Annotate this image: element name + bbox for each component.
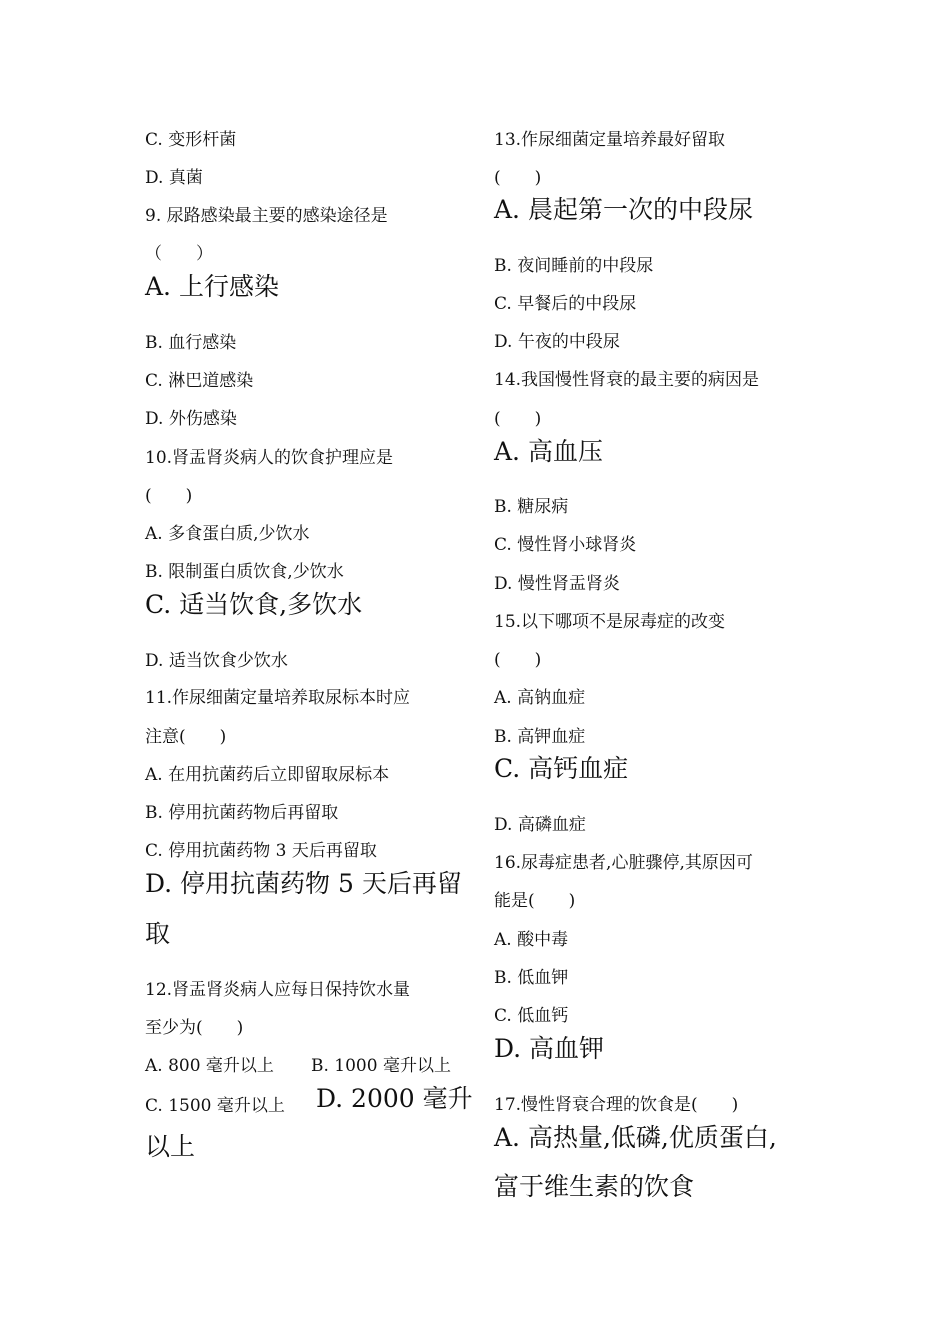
left-column-line: A. 上行感染	[145, 272, 279, 301]
right-column-line: 17.慢性肾衰合理的饮食是( )	[494, 1095, 739, 1115]
right-column-line: 14.我国慢性肾衰的最主要的病因是	[494, 370, 760, 390]
right-column-line: D. 高磷血症	[494, 815, 586, 835]
q12-option-c: C. 1500 毫升以上	[145, 1096, 285, 1116]
left-column-line: B. 血行感染	[145, 333, 237, 353]
left-column-line: D. 停用抗菌药物 5 天后再留	[145, 869, 462, 898]
right-column-line: C. 高钙血症	[494, 754, 629, 783]
right-column-line: A. 高热量,低磷,优质蛋白,	[494, 1123, 777, 1152]
right-column-line: D. 高血钾	[494, 1034, 605, 1063]
left-column-line: C. 淋巴道感染	[145, 371, 254, 391]
right-column-line: ( )	[494, 650, 542, 670]
right-column-line: C. 低血钙	[494, 1006, 569, 1026]
q12-option-d: D. 2000 毫升	[316, 1084, 473, 1113]
left-column-line: C. 变形杆菌	[145, 130, 237, 150]
q12-option-a: A. 800 毫升以上	[145, 1056, 274, 1076]
q12-option-b: B. 1000 毫升以上	[311, 1056, 451, 1076]
right-column-line: D. 慢性肾盂肾炎	[494, 574, 620, 594]
left-column-line: B. 限制蛋白质饮食,少饮水	[145, 562, 344, 582]
right-column-line: B. 糖尿病	[494, 497, 569, 517]
left-column-line: C. 停用抗菌药物 3 天后再留取	[145, 841, 377, 861]
right-column-line: 能是( )	[494, 891, 576, 911]
right-column-line: A. 高血压	[494, 437, 603, 466]
left-column-line: C. 适当饮食,多饮水	[145, 590, 363, 619]
right-column-line: 16.尿毒症患者,心脏骤停,其原因可	[494, 853, 753, 873]
right-column-line: ( )	[494, 168, 542, 188]
right-column-line: B. 低血钾	[494, 968, 569, 988]
right-column-line: C. 慢性肾小球肾炎	[494, 535, 637, 555]
right-column-line: D. 午夜的中段尿	[494, 332, 620, 352]
right-column-line: B. 高钾血症	[494, 727, 586, 747]
left-column-line: 11.作尿细菌定量培养取尿标本时应	[145, 688, 411, 708]
right-column-line: 富于维生素的饮食	[494, 1172, 695, 1201]
left-column-line: A. 多食蛋白质,少饮水	[145, 524, 310, 544]
right-column-line: A. 酸中毒	[494, 930, 569, 950]
left-column-line: ( )	[145, 486, 193, 506]
left-column-line: 12.肾盂肾炎病人应每日保持饮水量	[145, 980, 411, 1000]
left-column-line: （ ）	[145, 244, 213, 264]
left-column-line: 10.肾盂肾炎病人的饮食护理应是	[145, 448, 394, 468]
left-column-line: 至少为( )	[145, 1018, 244, 1038]
left-column-line: 9. 尿路感染最主要的感染途径是	[145, 206, 388, 226]
right-column-line: C. 早餐后的中段尿	[494, 294, 637, 314]
right-column-line: ( )	[494, 409, 542, 429]
right-column-line: B. 夜间睡前的中段尿	[494, 256, 654, 276]
q12-option-d-continued: 以上	[145, 1132, 196, 1161]
right-column-line: A. 高钠血症	[494, 688, 586, 708]
left-column-line: 取	[145, 919, 171, 948]
left-column-line: A. 在用抗菌药后立即留取尿标本	[145, 765, 390, 785]
left-column-line: B. 停用抗菌药物后再留取	[145, 803, 339, 823]
left-column-line: 注意( )	[145, 727, 227, 747]
right-column-line: A. 晨起第一次的中段尿	[494, 195, 753, 224]
right-column-line: 13.作尿细菌定量培养最好留取	[494, 130, 726, 150]
left-column-line: D. 适当饮食少饮水	[145, 651, 288, 671]
left-column-line: D. 真菌	[145, 168, 203, 188]
right-column-line: 15.以下哪项不是尿毒症的改变	[494, 612, 726, 632]
left-column-line: D. 外伤感染	[145, 409, 237, 429]
